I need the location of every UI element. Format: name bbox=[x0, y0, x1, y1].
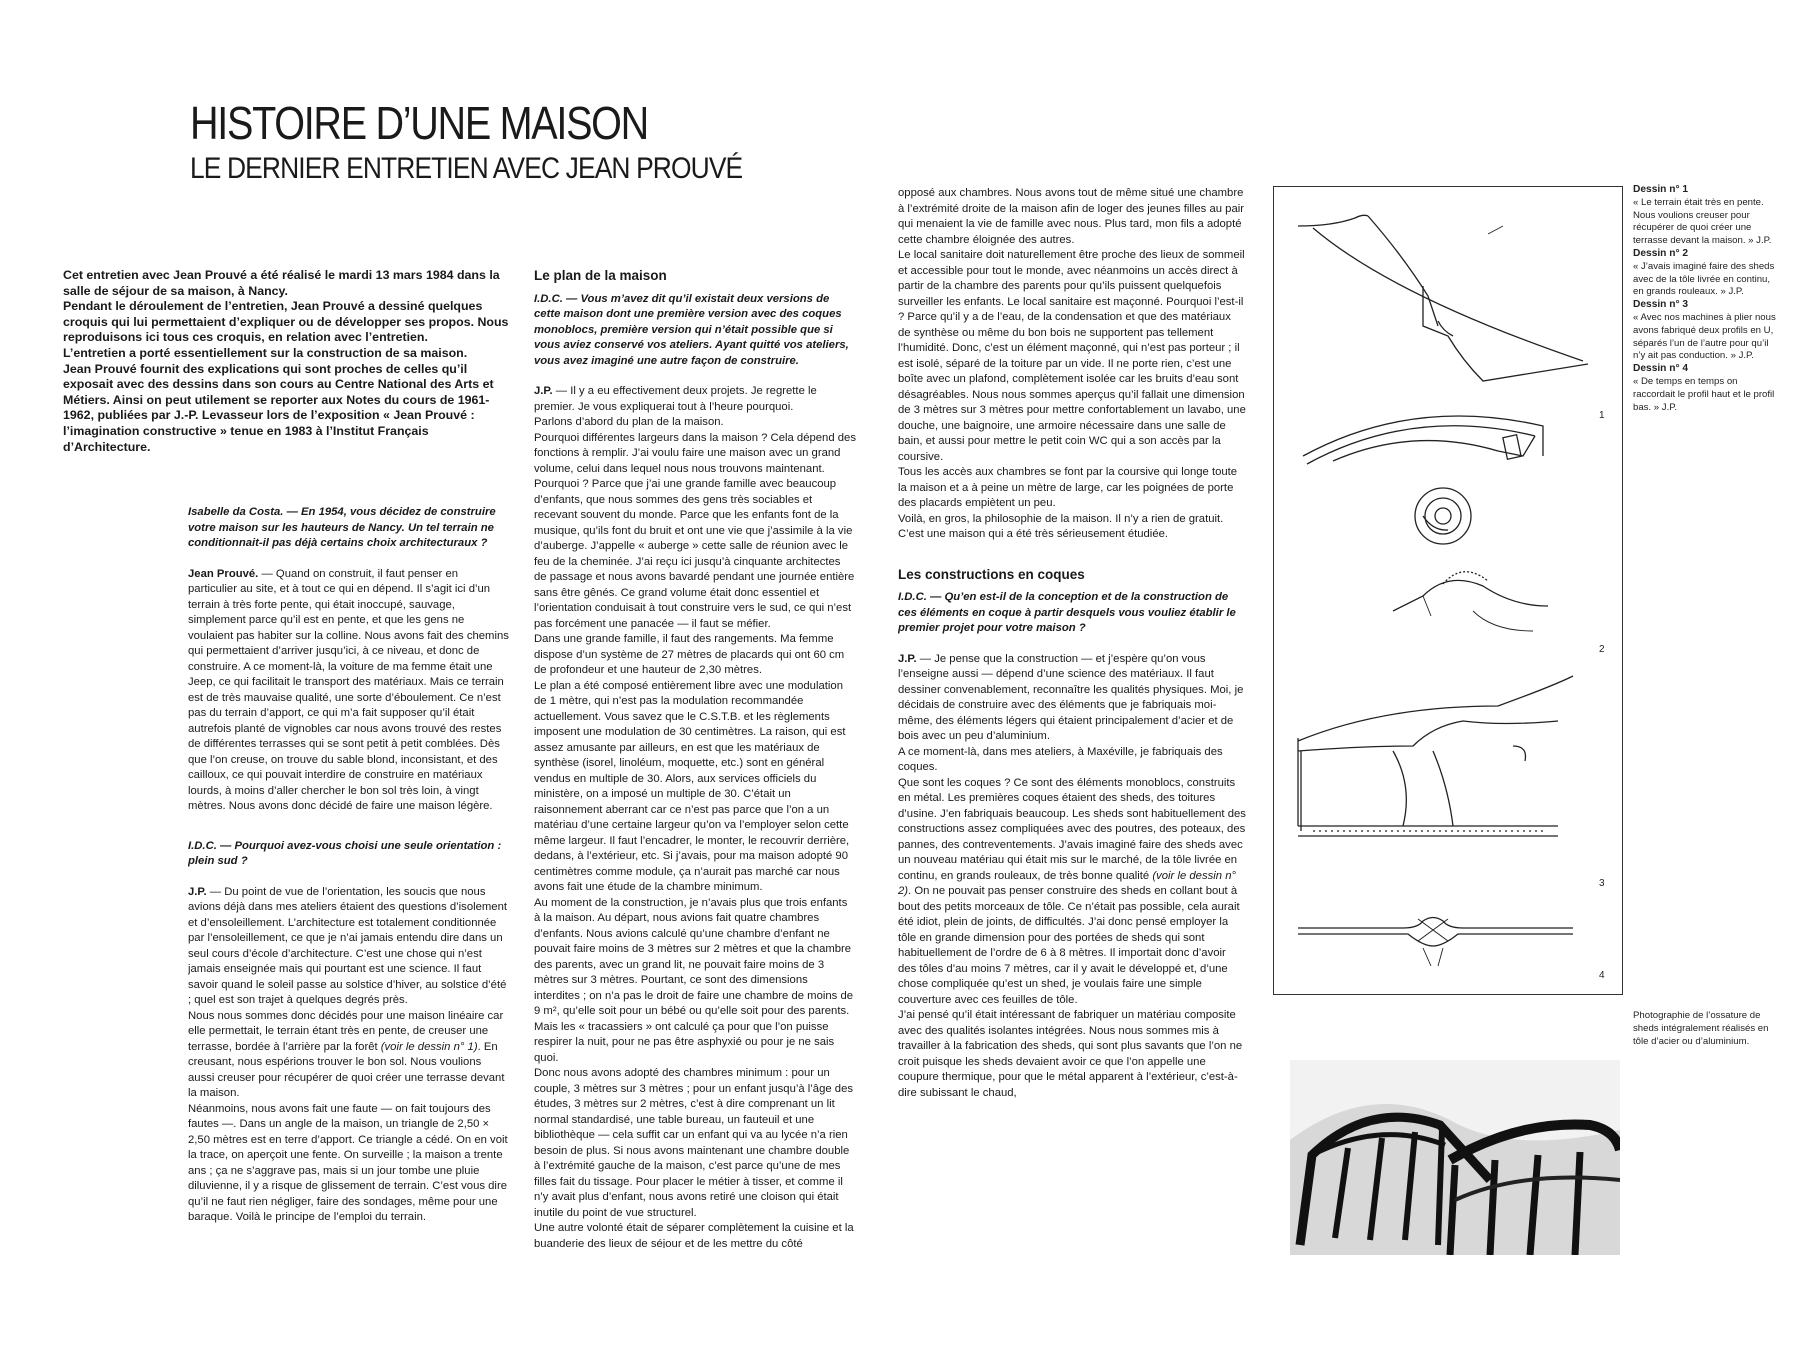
answer-paragraph: opposé aux chambres. Nous avons tout de même situé une chambre à l’extrémité droite de la maison afin de loger des jeunes filles au pair qui menaient la vie de famille avec nous. Plus tard, mon fils a adopté cette chambre éloignée des autres. bbox=[898, 187, 1245, 246]
column-1 bbox=[188, 505, 510, 1245]
answer-paragraph: Que sont les coques ? Ce sont des éléments monoblocs, construits en métal. Les premières coques étaient des sheds, des toitures d’usine. J’en fabriquais beaucoup. Les sheds sont habituellement des constructions assez compliquées avec des poutres, des poteaux, des pannes, des contreventements. J’avais imaginé faire des sheds avec un nouveau matériau qui était mis sur le marché, de la tôle livrée en continu, en grands rouleaux, de très bonne qualité (voir le dessin n° 2). On ne pouvait pas penser construire des sheds en collant bout à bout des petits morceaux de tôle. Ce n’était pas possible, cela aurait été idiot, plein de joints, de difficultés. J’ai donc pensé employer la tôle en grande dimension pour des portées de sheds qui sont habituellement de l’ordre de 6 à 8 mètres. Il importait donc d’avoir des tôles d’au moins 7 mètres, car il y avait le développé et, d’une chose compliquée qu’est un shed, je voulais faire une simple couverture avec ces feuilles de tôle. bbox=[898, 776, 1246, 1006]
question: Isabelle da Costa. — En 1954, vous décidez de construire votre maison sur les hauteurs de Nancy. Un tel terrain ne conditionnait-il pas déjà certains choix architecturaux ? bbox=[188, 506, 496, 549]
figure-reference: (voir le dessin n° 1) bbox=[380, 1040, 478, 1053]
answer-paragraph: Pourquoi différentes largeurs dans la maison ? Cela dépend des fonctions à remplir. J’ai voulu faire une maison avec un grand volume, celui dans lequel nous nous trouvons maintenant. Pourquoi ? Parce que j’ai une grande famille avec beaucoup d’enfants, que nous sommes des gens très sociables et recevant souvent du monde. Parce que les enfants font de la musique, qu’ils font du bruit et ont une vie que j’assimile à la vie d’auberge. J’appelle « auberge » cette salle de réunion avec le feu de la cheminée. J’ai reçu ici jusqu’à cinquante architectes de passage et nous avons bavardé pendant une journée entière sans être gênés. Ce grand volume était donc essentiel et l’orientation conduisait à tout construire vers le sud, ce qui n’est pas forcément une panacée — il faut se méfier. bbox=[534, 431, 856, 630]
section-heading: Le plan de la maison bbox=[534, 268, 667, 283]
figure-number: 3 bbox=[1599, 878, 1605, 889]
caption: Dessin n° 4 « De temps en temps on raccordait le profil haut et le profil bas. » J.P. bbox=[1633, 363, 1775, 413]
speaker: J.P. bbox=[534, 385, 553, 397]
answer-paragraph: Tous les accès aux chambres se font par la coursive qui longe toute la maison et a à peine un mètre de large, car les poignées de porte des placards empiètent un peu. bbox=[898, 466, 1238, 509]
figure-reference: (voir le dessin n° 2) bbox=[898, 869, 1236, 897]
shed-photograph bbox=[1290, 1060, 1620, 1255]
answer-paragraph: J.P. — Il y a eu effectivement deux projets. Je regrette le premier. Je vous expliquerai tout à l’heure pourquoi. bbox=[534, 385, 817, 413]
answer-paragraph: Le plan a été composé entièrement libre avec une modulation de 1 mètre, qui n’est pas la modulation recommandée actuellement. Vous savez que le C.S.T.B. et les règlements imposent une modulation de 30 centimètres. La raison, qui est assez amusante par ailleurs, en est que les matériaux de synthèse (isorel, linoléum, moquette, etc.) sont en général vendus en multiple de 30. Alors, aux services officiels du ministère, on a imposé un multiple de 30. C’était un raisonnement aberrant car ce n’est pas parce que l’on a un matériau d’une certaine largeur qu’on va l’employer selon cette même largeur. Il faut l’encadrer, le monter, le recouvrir derrière, dedans, à l’extérieur, etc. Si j’avais, pour ma maison adopté 90 centimètres comme module, ça n’aurait pas marché car nous avons fait une étude de la chambre minimum. bbox=[534, 679, 850, 893]
answer-paragraph: J.P. — Du point de vue de l’orientation, les soucis que nous avions déjà dans mes ateliers étaient des questions d’isolement et d’ensoleillement. L’architecture est totalement conditionnée par l’ensoleillement, ce que je n’ai jamais entendu dire dans un seul cours d’école d’architecture. C’est une chose qui n’est jamais enseignée mais qui pourtant est une science. Il faut savoir quand le soleil passe au solstice d’hiver, au solstice d’été ; quel est son trajet à quelques degrés près. bbox=[188, 885, 508, 1006]
page-title: HISTOIRE D’UNE MAISON bbox=[190, 97, 648, 149]
caption-title: Dessin n° 1 bbox=[1633, 184, 1689, 195]
answer-paragraph: Dans une grande famille, il faut des rangements. Ma femme dispose d’un système de 27 mètres de placards qui ont 60 cm de profondeur et une hauteur de 2,30 mètres. bbox=[534, 633, 845, 676]
column-3 bbox=[898, 186, 1246, 1248]
question: I.D.C. — Vous m’avez dit qu’il existait deux versions de cette maison dont une première version avec des coques monoblocs, première version qui n’était possible que si vous aviez conservé vos ateliers. Ayant quitté vos ateliers, vous avez imaginé une autre façon de construire. bbox=[534, 292, 849, 367]
answer-paragraph: J.P. — Je pense que la construction — et j’espère qu’on vous l’enseigne aussi — dépend d’une science des matériaux. Il faut dessiner convenablement, reconnaître les qualités physiques. Moi, je décidais de construire avec des éléments que je fabriquais moi-même, des éléments légers qui étaient principalement d’acier et de bois avec un peu d’aluminium. bbox=[898, 652, 1244, 742]
answer-paragraph: Le local sanitaire doit naturellement être proche des lieux de sommeil et accessible pour tout le monde, avec néanmoins un accès direct à partir de la chambre des parents pour qu’ils puissent quelquefois surveiller les enfants. Le local sanitaire est maçonné. Pourquoi l’est-il ? Parce qu’il y a de l’eau, de la condensation et que des matériaux de synthèse ou même du bon bois ne supportent pas tellement l’humidité. Donc, c’est un élément maçonné, qui n’est pas porteur ; il est isolé, séparé de la toiture par un vide. Il ne porte rien, c’est une boîte avec un plafond, complètement isolée car les bruits d’eau sont désagréables. Nous nous sommes aperçus qu’il fallait une dimension de 3 mètres sur 3 mètres pour mettre confortablement un lavabo, une douche, une baignoire, une armoire nécessaire dans une salle de bain, et aussi pour mettre le petit coin WC qui a son accès par la coursive. bbox=[898, 249, 1246, 463]
sketch-2-shed bbox=[1303, 416, 1548, 631]
answer-paragraph: Parlons d’abord du plan de la maison. bbox=[534, 416, 724, 428]
caption-title: Dessin n° 2 bbox=[1633, 247, 1689, 259]
sketch-4-joint bbox=[1298, 918, 1573, 967]
question: I.D.C. — Qu’en est-il de la conception et de la construction de ces éléments en coque à partir desquels vous vouliez établir le premier projet pour votre maison ? bbox=[898, 591, 1236, 634]
intro-paragraph: Pendant le déroulement de l’entretien, Jean Prouvé a dessiné quelques croquis qui lui permettaient d’expliquer ou de développer ses propos. Nous reproduisons ici tous ces croquis, en relation avec l’entretien. bbox=[63, 299, 509, 345]
caption-title: Dessin n° 3 bbox=[1633, 299, 1689, 311]
intro-paragraph: Jean Prouvé fournit des explications qui sont proches de celles qu’il exposait avec des dessins dans son cours au Centre National des Arts et Métiers. Ainsi on peut utilement se reporter aux Notes du cours de 1961-1962, publiées par J.-P. Levasseur lors de l’exposition « Jean Prouvé : l’imagination constructive » tenue en 1983 à l’Institut Français d’Architecture. bbox=[63, 361, 494, 454]
captions-block bbox=[1633, 184, 1778, 414]
page-subtitle: LE DERNIER ENTRETIEN AVEC JEAN PROUVÉ bbox=[190, 152, 743, 185]
figure-number: 1 bbox=[1599, 410, 1605, 421]
sketch-panel bbox=[1273, 186, 1623, 996]
answer-paragraph: Donc nous avons adopté des chambres minimum : pour un couple, 3 mètres sur 3 mètres ; pour un enfant jusqu’à l’âge des études, 3 mètres sur 2 mètres, c’est à dire comprenant un lit normal standardisé, une table bureau, un fauteuil et une bibliothèque — cela suffit car un enfant qui va au lycée n’a rien besoin de plus. Si nous avons maintenant une chambre double à l’extrémité gauche de la maison, c’est parce qu’une de mes filles fait du tissage. Pour placer le métier à tisser, et comme il n’y avait plus d’enfant, nous avons retiré une cloison qui était inutile du point de vue structurel. bbox=[534, 1067, 854, 1219]
intro-paragraph: Cet entretien avec Jean Prouvé a été réalisé le mardi 13 mars 1984 dans la salle de séjour de sa maison, à Nancy. bbox=[63, 268, 500, 298]
caption: Dessin n° 2 « J’avais imaginé faire des sheds avec de la tôle livrée en continu, en grands rouleaux. » J.P. bbox=[1633, 247, 1775, 298]
answer-paragraph: Une autre volonté était de séparer complètement la cuisine et la buanderie des lieux de séjour et de les mettre du côté bbox=[534, 1222, 854, 1248]
answer-paragraph: Nous nous sommes donc décidés pour une maison linéaire car elle permettait, le terrain étant très en pente, de creuser une terrasse, bordée à l’arrière par la forêt (voir le dessin n° 1). En creusant, nous espérions trouver le bon sol. Nous voulions aussi creuser pour récupérer de quoi créer une terrasse devant la maison. bbox=[188, 1009, 505, 1099]
sketch-3-profile bbox=[1298, 676, 1573, 836]
speaker: Jean Prouvé. bbox=[188, 567, 259, 580]
answer-paragraph: A ce moment-là, dans mes ateliers, à Maxéville, je fabriquais des coques. bbox=[898, 745, 1223, 773]
answer-paragraph: Voilà, en gros, la philosophie de la maison. Il n’y a rien de gratuit. C’est une maison qui a été très sérieusement étudiée. bbox=[898, 512, 1224, 540]
answer-paragraph: Au moment de la construction, je n’avais plus que trois enfants à la maison. Au départ, nous avions fait quatre chambres d’enfants. Nous avions calculé qu’une chambre d’enfant ne pouvait faire moins de 3 mètres sur 2 mètres et que la chambre des parents, avec un grand lit, ne pouvait faire moins de 3 mètres sur 3 mètres. Pourtant, ce sont des dimensions interdites ; on n’a pas le droit de faire une chambre de moins de 9 m², qu’elle soit pour un bébé ou qu’elle soit pour des parents. Mais les « tracassiers » ont calculé ça pour que l’on puisse respirer la nuit, pour ne pas être asphyxié ou pour je ne sais quoi. bbox=[534, 896, 854, 1064]
speaker: J.P. bbox=[898, 652, 917, 665]
intro-paragraph: L’entretien a porté essentiellement sur la construction de sa maison. bbox=[63, 345, 468, 360]
section-heading: Les constructions en coques bbox=[898, 566, 1085, 582]
answer-paragraph: J’ai pensé qu’il était intéressant de fabriquer un matériau composite avec des qualités isolantes intégrées. Nous nous sommes mis à travailler à la fabrication des sheds, qui sont plus savants que l’on ne croit puisque les sheds devaient avoir ce que l’on appelle une coupure thermique, pour que le métal apparent à l’extérieur, c’est-à-dire subissant le chaud, bbox=[898, 1009, 1243, 1099]
photo-caption: Photographie de l’ossature de sheds intégralement réalisés en tôle d’acier ou d’aluminium. bbox=[1633, 1010, 1769, 1047]
caption-title: Dessin n° 4 bbox=[1633, 363, 1689, 375]
intro-block bbox=[63, 268, 511, 463]
caption: Dessin n° 1 « Le terrain était très en pente. Nous voulions creuser pour récupérer de quoi créer une terrasse devant la maison. » J.P. bbox=[1633, 184, 1772, 247]
answer-paragraph: Néanmoins, nous avons fait une faute — on fait toujours des fautes —. Dans un angle de la maison, un triangle de 2,50 × 2,50 mètres est en terre d’apport. Ce triangle a cédé. On en voit la trace, on aperçoit une fente. On surveille ; la maison a trente ans ; ça ne s’aggrave pas, mais si un jour tombe une pluie diluvienne, il y a risque de glissement de terrain. C’est vous dire qu’il ne faut rien négliger, faire des sondages, même pour une baraque. Voilà le principe de l’emploi du terrain. bbox=[188, 1102, 508, 1223]
figure-number: 2 bbox=[1599, 644, 1605, 655]
figure-number: 4 bbox=[1599, 970, 1605, 981]
column-2 bbox=[534, 268, 856, 1248]
question: I.D.C. — Pourquoi avez-vous choisi une seule orientation : plein sud ? bbox=[188, 839, 502, 867]
answer-paragraph: Jean Prouvé. — Quand on construit, il faut penser en particulier au site, et à tout ce qui en dépend. Il s’agit ici d’un terrain à très forte pente, qui était inoccupé, sauvage, simplement parce qu’il est en pente, et que les gens ne voulaient pas habiter sur la colline. Nous avons fait des chemins qui permettaient d’arriver jusqu’ici, à ce niveau, et donc de construire. A ce moment-là, la voiture de ma femme était une Jeep, ce qui facilitait le transport des matériaux. Mais ce terrain est de très mauvaise qualité, une sorte d’éboulement. Ce n’est pas du terrain d’apport, ce qui m’a fait supposer qu’il était autrefois planté de vignobles car nous avons trouvé des restes de différentes terrasses qui se sont petit à petit comblées. Dès que l’on creuse, on trouve du sable blond, inconsistant, et des cailloux, ce qui pouvait interdire de construire en matériaux lourds, à moins d’aller chercher le bon sol très loin, à vingt mètres. Nous avons donc décidé de faire une maison légère. bbox=[188, 567, 509, 812]
speaker: J.P. bbox=[188, 885, 207, 898]
caption: Dessin n° 3 « Avec nos machines à plier nous avons fabriqué deux profils en U, séparés l’un de l’autre pour qu’il n’y ait pas conduction. » J.P. bbox=[1633, 299, 1776, 362]
sketch-1-terrain bbox=[1298, 215, 1588, 381]
